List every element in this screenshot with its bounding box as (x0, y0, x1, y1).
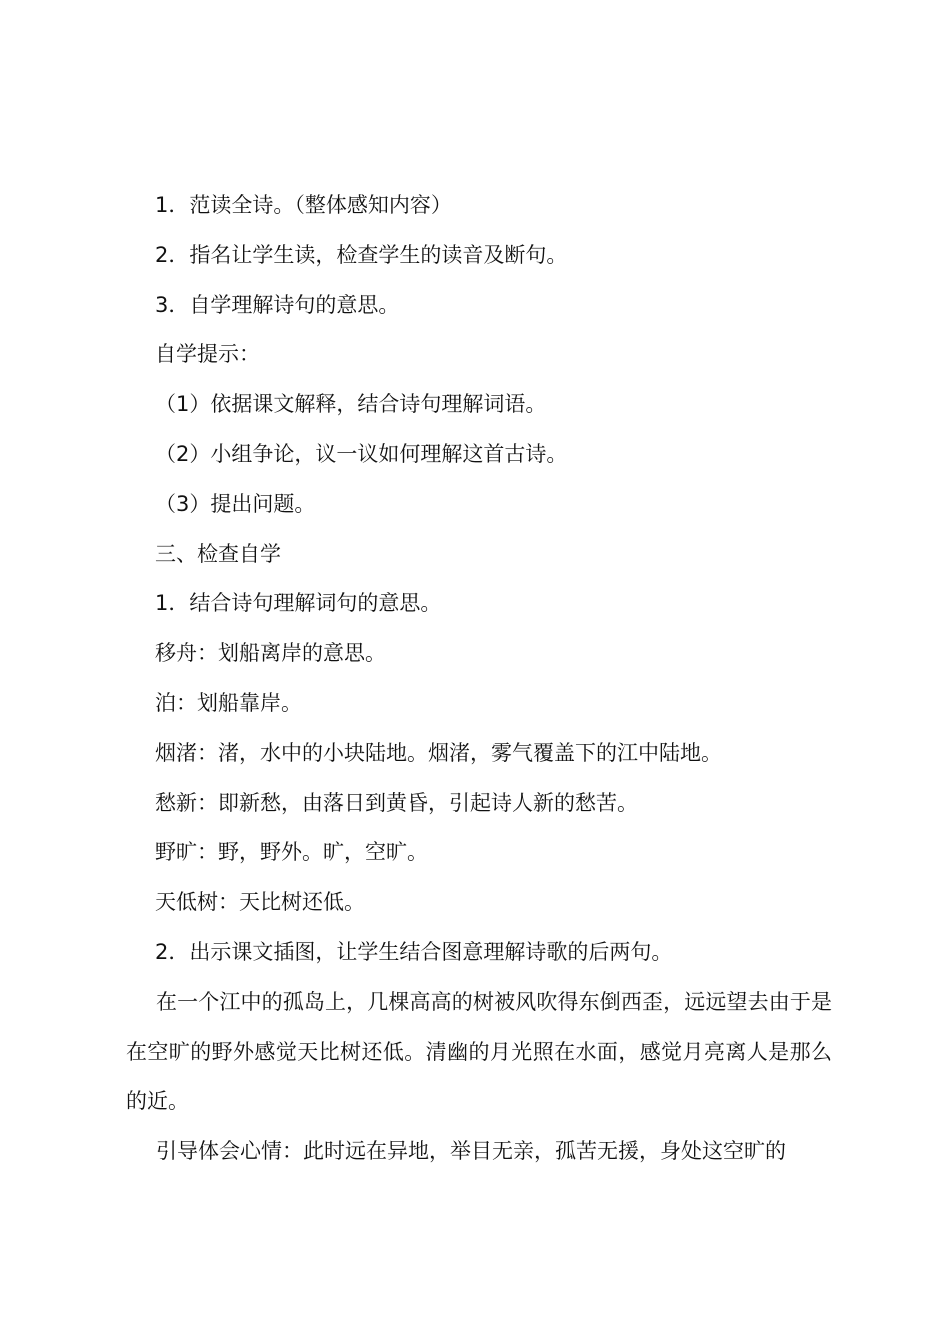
definition-tiandishu: 天低树：天比树还低。 (155, 890, 365, 915)
tip-2: （2）小组争论，议一议如何理解这首古诗。 (155, 441, 568, 466)
check-step-1: 1．结合诗句理解词句的意思。 (155, 591, 442, 616)
step-self-study: 3．自学理解诗句的意思。 (155, 292, 400, 317)
tip-3: （3）提出问题。 (155, 491, 316, 516)
tip-1: （1）依据课文解释，结合诗句理解词语。 (155, 392, 547, 417)
step-read-aloud: 1．范读全诗。（整体感知内容） (155, 193, 452, 217)
paragraph-illustration: 在一个江中的孤岛上，几棵高高的树被风吹得东倒西歪，远远望去由于是在空旷的野外感觉天比树还低。清幽的月光照在水面，感觉月亮离人是那么的近。 (126, 989, 832, 1114)
definition-yanzhu: 烟渚：渚，水中的小块陆地。烟渚，雾气覆盖下的江中陆地。 (155, 740, 722, 765)
definition-bo: 泊：划船靠岸。 (155, 690, 302, 715)
check-step-2: 2．出示课文插图，让学生结合图意理解诗歌的后两句。 (155, 939, 673, 964)
section-heading-check: 三、检查自学 (155, 541, 281, 566)
document-body (126, 181, 832, 1177)
paragraph-emotion: 引导体会心情：此时远在异地，举目无亲，孤苦无援，身处这空旷的 (156, 1139, 786, 1164)
definition-yizhou: 移舟：划船离岸的意思。 (155, 641, 386, 666)
step-student-reading: 2．指名让学生读，检查学生的读音及断句。 (155, 242, 568, 267)
definition-chouxin: 愁新：即新愁，由落日到黄昏，引起诗人新的愁苦。 (155, 790, 638, 815)
self-study-tips-heading: 自学提示： (155, 342, 260, 367)
definition-yekuang: 野旷：野，野外。旷，空旷。 (155, 840, 428, 865)
